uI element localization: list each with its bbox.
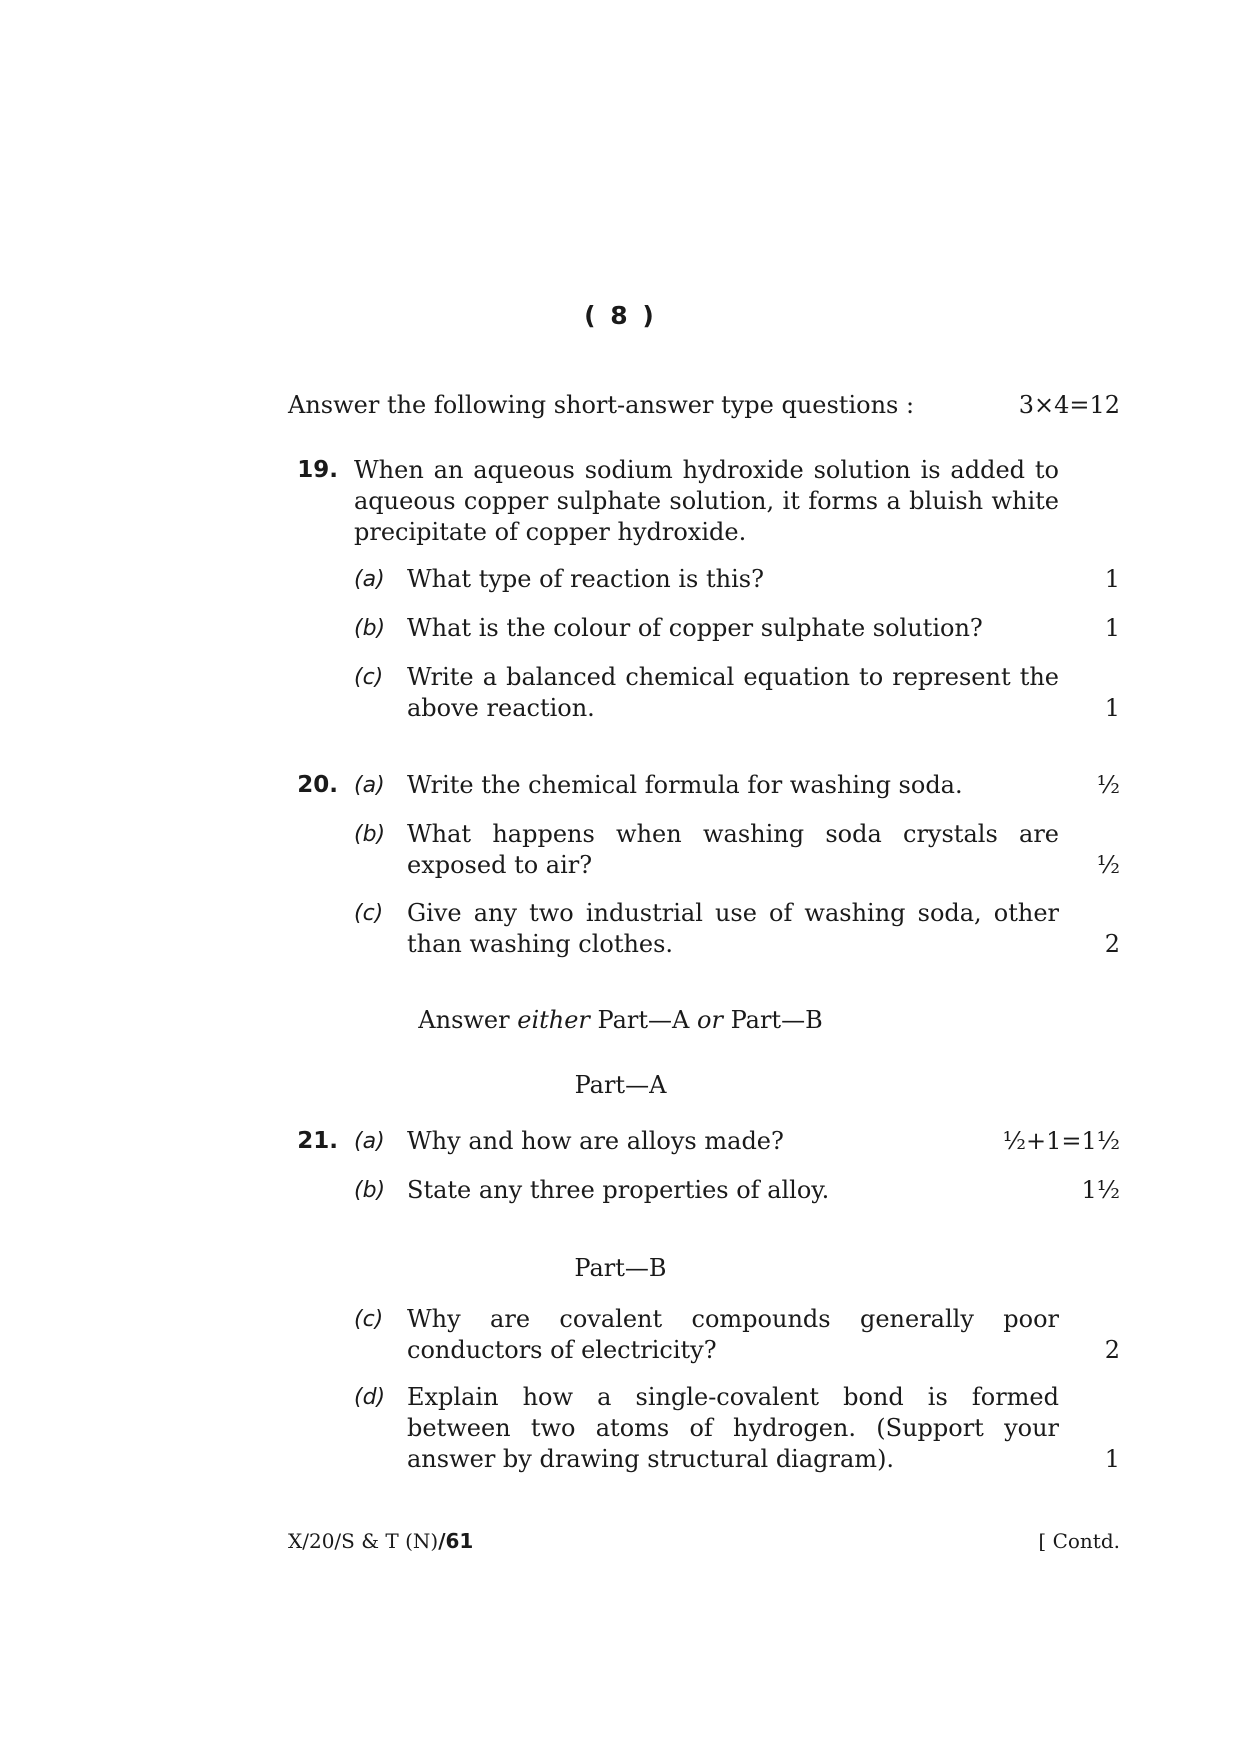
- section-instruction: [288, 390, 1120, 421]
- part-text: Explain how a single-covalent bond is formed between two atoms of hydrogen. (Support your answer by drawing structural diagram).: [407, 1383, 1059, 1473]
- part-label: (a): [354, 1129, 385, 1154]
- choice-instruction: [0, 1005, 1241, 1036]
- part-text: What type of reaction is this?: [407, 565, 764, 593]
- question-19-number: 19.: [297, 457, 338, 483]
- question-19-text: When an aqueous sodium hydroxide solution is added to aqueous copper sulphate solution, it forms a bluish white precipitate of copper hydroxide.: [354, 456, 1059, 546]
- part-marks: 2: [1104, 930, 1120, 958]
- question-20-number: 20.: [297, 772, 338, 798]
- part-marks: 1: [1104, 694, 1120, 722]
- paper-code: [288, 1526, 473, 1557]
- part-marks: 1: [1104, 1445, 1120, 1473]
- part-b-heading: Part—B: [574, 1254, 667, 1282]
- part-text: Write the chemical formula for washing soda.: [407, 771, 963, 799]
- part-text: What is the colour of copper sulphate solution?: [407, 614, 983, 642]
- paper-code-prefix: X/20/S & T (N): [288, 1529, 439, 1553]
- choice-or: or: [697, 1006, 723, 1034]
- part-label: (b): [354, 1178, 386, 1203]
- part-marks: ½+1=1½: [1002, 1127, 1120, 1155]
- part-label: (c): [354, 1307, 384, 1332]
- part-text: Write a balanced chemical equation to represent the above reaction.: [407, 663, 1059, 722]
- part-a-heading: Part—A: [574, 1071, 667, 1099]
- page-number: ( 8 ): [584, 301, 657, 330]
- instruction-marks: 3×4=12: [1018, 391, 1120, 419]
- part-label: (c): [354, 665, 384, 690]
- part-marks: 2: [1104, 1336, 1120, 1364]
- instruction-text: Answer the following short-answer type questions :: [288, 391, 915, 419]
- part-label: (b): [354, 616, 386, 641]
- part-marks: 1: [1104, 565, 1120, 593]
- part-label: (a): [354, 773, 385, 798]
- question-21-number: 21.: [297, 1128, 338, 1154]
- part-marks: 1: [1104, 614, 1120, 642]
- part-text: Why and how are alloys made?: [407, 1127, 784, 1155]
- part-marks: ½: [1096, 771, 1120, 799]
- part-marks: 1½: [1081, 1176, 1120, 1204]
- part-text: Give any two industrial use of washing soda, other than washing clothes.: [407, 899, 1059, 958]
- paper-code-suffix: /61: [438, 1529, 474, 1553]
- continued-note: [ Contd.: [1038, 1529, 1120, 1553]
- choice-part-b: Part—B: [730, 1006, 823, 1034]
- part-label: (d): [354, 1385, 386, 1410]
- choice-either: either: [517, 1006, 590, 1034]
- part-text: State any three properties of alloy.: [407, 1176, 830, 1204]
- part-label: (a): [354, 567, 385, 592]
- part-label: (c): [354, 901, 384, 926]
- part-marks: ½: [1096, 851, 1120, 879]
- part-text: Why are covalent compounds generally poor conductors of electricity?: [407, 1305, 1059, 1364]
- choice-part-a: Part—A: [597, 1006, 690, 1034]
- choice-pre: Answer: [418, 1006, 510, 1034]
- part-label: (b): [354, 822, 386, 847]
- part-text: What happens when washing soda crystals are exposed to air?: [407, 820, 1059, 879]
